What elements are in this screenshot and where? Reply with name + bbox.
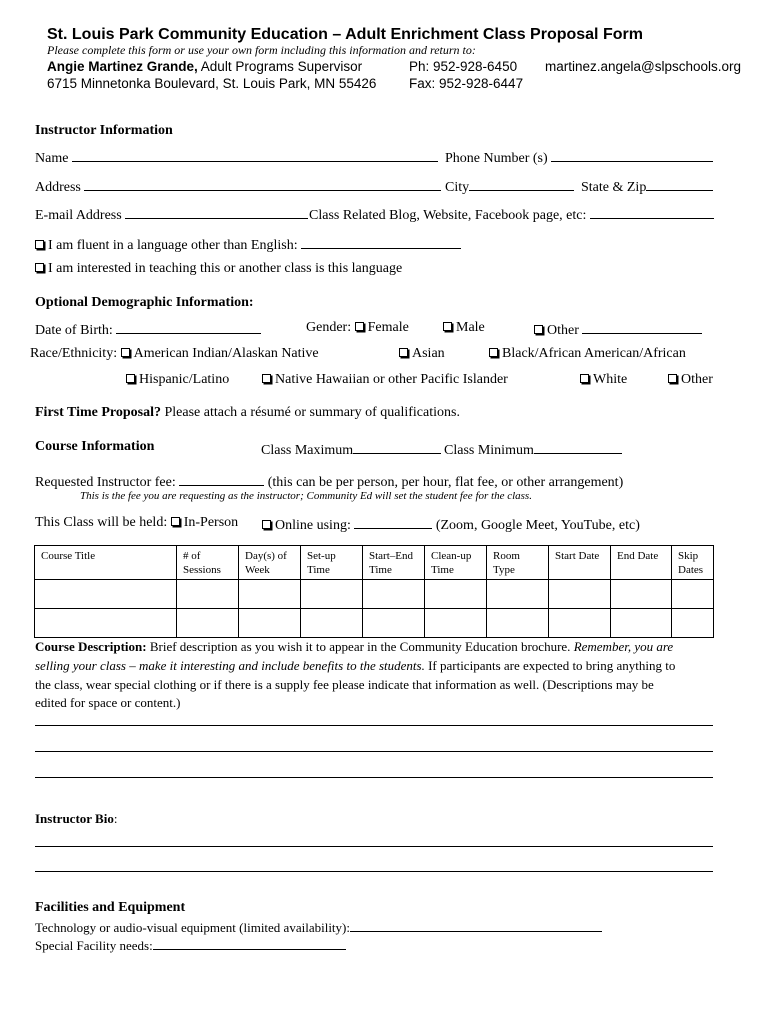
- first-time-text: Please attach a résumé or summary of qualifications.: [164, 405, 460, 420]
- class-min-label: Class Minimum: [444, 443, 534, 458]
- table-cell[interactable]: [177, 580, 239, 609]
- address-row: [35, 177, 441, 196]
- online-field[interactable]: [354, 515, 432, 529]
- description-line-field[interactable]: [35, 777, 713, 778]
- fee-field[interactable]: [179, 472, 264, 486]
- in-person-checkbox[interactable]: [171, 517, 180, 526]
- course-heading: Course Information: [35, 439, 155, 454]
- white-checkbox[interactable]: [580, 374, 589, 383]
- header-line-1: Start–End: [369, 550, 413, 562]
- description-text-1: Brief description as you wish it to appear in the Community Education brochure.: [149, 639, 571, 654]
- fee-note: (this can be per person, per hour, flat fee, or other arrangement): [267, 475, 624, 490]
- fee-label: Requested Instructor fee:: [35, 475, 176, 490]
- col-room: [487, 546, 549, 580]
- state-zip-field[interactable]: [646, 177, 713, 191]
- table-row: [35, 609, 714, 638]
- hispanic-label: Hispanic/Latino: [139, 372, 230, 387]
- hispanic-checkbox[interactable]: [126, 374, 135, 383]
- fee-row: [35, 472, 623, 491]
- interested-checkbox[interactable]: [35, 263, 44, 272]
- col-sessions: [177, 546, 239, 580]
- online-checkbox[interactable]: [262, 520, 271, 529]
- description-italic-2: selling your class – make it interesting and include benefits to the students.: [35, 658, 425, 673]
- email-field[interactable]: [125, 205, 308, 219]
- female-label: Female: [367, 320, 409, 335]
- header-line-2: Sessions: [183, 564, 221, 576]
- online-label: Online using:: [275, 518, 351, 533]
- header-line-1: Start Date: [555, 550, 600, 562]
- asian-checkbox[interactable]: [399, 348, 408, 357]
- state-zip-row: [581, 177, 713, 196]
- header-line-2: Time: [431, 564, 454, 576]
- header-line-2: Time: [369, 564, 392, 576]
- table-cell[interactable]: [425, 609, 487, 638]
- address-label: Address: [35, 180, 81, 195]
- contact-phone: Ph: 952-928-6450: [409, 59, 518, 74]
- dob-field[interactable]: [116, 320, 261, 334]
- city-field[interactable]: [469, 177, 574, 191]
- description-line-1: [35, 639, 673, 655]
- col-end-date: [611, 546, 672, 580]
- hispanic-option: [126, 372, 229, 388]
- course-table-header-row: [35, 546, 714, 580]
- race-other-checkbox[interactable]: [668, 374, 677, 383]
- held-label: This Class will be held:: [35, 515, 168, 530]
- city-label: City: [445, 180, 470, 195]
- class-min-field[interactable]: [534, 440, 622, 454]
- header-line-1: End Date: [617, 550, 659, 562]
- blog-field[interactable]: [590, 205, 714, 219]
- black-option: [489, 346, 686, 362]
- table-cell[interactable]: [239, 580, 301, 609]
- facilities-heading: Facilities and Equipment: [35, 900, 186, 915]
- bio-colon: :: [113, 811, 118, 826]
- asian-option: [399, 346, 445, 362]
- demographic-heading: Optional Demographic Information:: [35, 295, 254, 310]
- dob-label: Date of Birth:: [35, 323, 113, 338]
- city-row: [445, 177, 574, 196]
- blog-row: [309, 205, 714, 224]
- black-checkbox[interactable]: [489, 348, 498, 357]
- header-line-2: Week: [245, 564, 270, 576]
- white-option: [580, 372, 627, 388]
- phone-label: Phone Number (s): [445, 151, 548, 166]
- fee-italic-note: This is the fee you are requesting as the instructor; Community Ed will set the student fee for the class.: [80, 490, 532, 502]
- name-field[interactable]: [72, 148, 438, 162]
- table-row: [35, 580, 714, 609]
- interested-label: I am interested in teaching this or another class is this language: [48, 261, 403, 276]
- contact-fax: Fax: 952-928-6447: [409, 76, 524, 91]
- class-max-label: Class Maximum: [261, 443, 354, 458]
- first-time-heading: First Time Proposal?: [35, 405, 161, 420]
- header-line-1: Skip: [678, 550, 699, 562]
- american-indian-label: American Indian/Alaskan Native: [133, 346, 319, 361]
- table-cell[interactable]: [672, 580, 714, 609]
- table-cell[interactable]: [35, 580, 177, 609]
- instructor-heading: Instructor Information: [35, 123, 173, 138]
- table-cell[interactable]: [177, 609, 239, 638]
- form-instruction: Please complete this form or use your own form including this information and return to:: [47, 43, 476, 57]
- header-line-2: Time: [307, 564, 330, 576]
- gender-other-option: [534, 320, 702, 339]
- table-cell[interactable]: [611, 580, 672, 609]
- online-note: (Zoom, Google Meet, YouTube, etc): [435, 518, 640, 533]
- header-line-1: Course Title: [41, 550, 96, 562]
- col-skip-dates: [672, 546, 714, 580]
- table-cell[interactable]: [611, 609, 672, 638]
- contact-line: [47, 59, 362, 74]
- hawaiian-checkbox[interactable]: [262, 374, 271, 383]
- male-option: [443, 320, 485, 336]
- table-cell[interactable]: [239, 609, 301, 638]
- header-line-1: # of: [183, 550, 201, 562]
- fluent-row: [35, 235, 461, 254]
- table-cell[interactable]: [363, 609, 425, 638]
- hawaiian-option: [262, 372, 508, 388]
- held-row: [35, 515, 238, 531]
- gender-label: [306, 320, 409, 336]
- fluent-label: I am fluent in a language other than English:: [48, 238, 298, 253]
- state-zip-label: State & Zip: [581, 180, 647, 195]
- first-time-row: [35, 405, 460, 421]
- special-row: [35, 937, 346, 954]
- phone-row: [445, 148, 713, 167]
- bio-line-field[interactable]: [35, 871, 713, 872]
- course-table: [34, 545, 714, 638]
- american-indian-checkbox[interactable]: [121, 348, 130, 357]
- contact-name: Angie Martinez Grande,: [47, 59, 198, 74]
- female-checkbox[interactable]: [355, 322, 364, 331]
- header-line-1: Day(s) of: [245, 550, 287, 562]
- gender-other-field[interactable]: [582, 320, 702, 334]
- header-line-2: Dates: [678, 564, 704, 576]
- special-field[interactable]: [153, 937, 346, 950]
- description-line-2: [35, 658, 675, 674]
- bio-row: [35, 811, 117, 827]
- table-cell[interactable]: [301, 580, 363, 609]
- race-other-label: Other: [681, 372, 713, 387]
- tech-row: [35, 919, 602, 936]
- description-text-2: If participants are expected to bring anything to: [428, 658, 676, 673]
- interested-row: [35, 261, 402, 277]
- table-cell[interactable]: [549, 580, 611, 609]
- header-line-2: Type: [493, 564, 515, 576]
- description-line-field[interactable]: [35, 725, 713, 726]
- special-label: Special Facility needs:: [35, 938, 153, 953]
- name-row: [35, 148, 438, 167]
- col-days: [239, 546, 301, 580]
- description-line-3: the class, wear special clothing or if there is a supply fee please indicate that information as well. (Descriptions may be: [35, 677, 654, 692]
- address-field[interactable]: [84, 177, 441, 191]
- table-cell[interactable]: [363, 580, 425, 609]
- name-label: Name: [35, 151, 69, 166]
- table-cell[interactable]: [35, 609, 177, 638]
- dob-row: [35, 320, 261, 339]
- phone-field[interactable]: [551, 148, 713, 162]
- race-label: Race/Ethnicity:: [30, 346, 118, 361]
- fluent-checkbox[interactable]: [35, 240, 44, 249]
- contact-email[interactable]: martinez.angela@slpschools.org: [545, 59, 742, 74]
- description-label: Course Description:: [35, 639, 147, 654]
- header-line-1: Clean-up: [431, 550, 472, 562]
- class-max-field[interactable]: [353, 440, 441, 454]
- email-label: E-mail Address: [35, 208, 122, 223]
- table-cell[interactable]: [672, 609, 714, 638]
- header-line-1: Set-up: [307, 550, 336, 562]
- bio-label: Instructor Bio: [35, 811, 114, 826]
- white-label: White: [593, 372, 628, 387]
- description-line-field[interactable]: [35, 751, 713, 752]
- class-min-row: [444, 440, 622, 459]
- tech-field[interactable]: [350, 919, 602, 932]
- in-person-label: In-Person: [183, 515, 239, 530]
- table-cell[interactable]: [301, 609, 363, 638]
- contact-role: Adult Programs Supervisor: [200, 59, 363, 74]
- contact-address: 6715 Minnetonka Boulevard, St. Louis Park, MN 55426: [47, 76, 377, 91]
- black-label: Black/African American/African: [502, 346, 686, 361]
- description-line-4: edited for space or content.): [35, 695, 181, 710]
- male-label: Male: [456, 320, 485, 335]
- hawaiian-label: Native Hawaiian or other Pacific Islander: [275, 372, 508, 387]
- gender-other-checkbox[interactable]: [534, 325, 543, 334]
- table-cell[interactable]: [487, 580, 549, 609]
- gender-other-label: Other: [547, 323, 579, 338]
- blog-label: Class Related Blog, Website, Facebook page, etc:: [309, 208, 587, 223]
- email-row: [35, 205, 308, 224]
- header-line-1: Room: [493, 550, 520, 562]
- col-start-end: [363, 546, 425, 580]
- col-course-title: [35, 546, 177, 580]
- bio-line-field[interactable]: [35, 846, 713, 847]
- asian-label: Asian: [412, 346, 445, 361]
- class-max-row: [261, 440, 441, 459]
- col-setup: [301, 546, 363, 580]
- col-start-date: [549, 546, 611, 580]
- fluent-field[interactable]: [301, 235, 461, 249]
- description-italic-1: Remember, you are: [573, 639, 674, 654]
- gender-label-text: Gender:: [306, 320, 352, 335]
- male-checkbox[interactable]: [443, 322, 452, 331]
- race-other-option: [668, 372, 713, 388]
- table-cell[interactable]: [425, 580, 487, 609]
- col-cleanup: [425, 546, 487, 580]
- online-row: [262, 515, 640, 534]
- table-cell[interactable]: [487, 609, 549, 638]
- form-title: St. Louis Park Community Education – Adult Enrichment Class Proposal Form: [47, 26, 643, 43]
- table-cell[interactable]: [549, 609, 611, 638]
- race-row: [30, 346, 319, 362]
- tech-label: Technology or audio-visual equipment (limited availability):: [35, 920, 350, 935]
